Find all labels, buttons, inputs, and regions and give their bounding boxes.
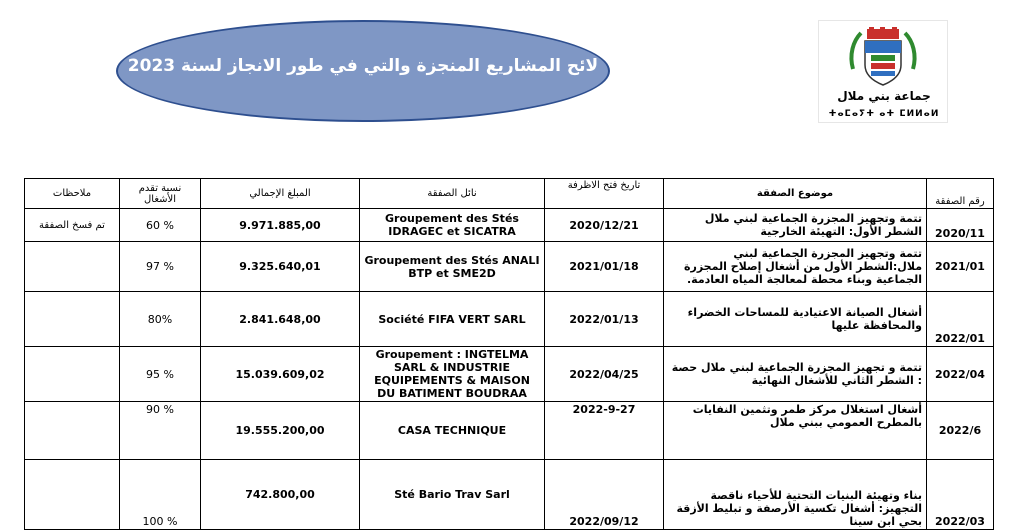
header-subject: موضوع الصفقة [664,179,927,209]
cell-amount: 9.971.885,00 [201,209,360,242]
header-number: رقم الصفقة [927,179,994,209]
header-observations: ملاحظات [25,179,120,209]
header-date: تاريخ فتح الاظرفة [545,179,664,209]
cell-amount: 9.325.640,01 [201,242,360,292]
projects-table [24,178,994,530]
cell-date: 2022/09/12 [545,460,664,530]
cell-observations [25,242,120,292]
cell-number: 2021/01 [927,242,994,292]
cell-observations [25,402,120,460]
cell-progress: 97 % [120,242,201,292]
table-row [25,209,994,242]
table-row [25,460,994,530]
cell-progress: 80% [120,292,201,347]
cell-winner: Société FIFA VERT SARL [360,292,545,347]
cell-observations: تم فسخ الصفقة [25,209,120,242]
cell-number: 2022/03 [927,460,994,530]
cell-date: 2021/01/18 [545,242,664,292]
cell-winner: Groupement : INGTELMA SARL & INDUSTRIE EQUIPEMENTS & MAISON DU BATIMENT BOUDRAA [360,347,545,402]
municipality-logo [818,20,948,123]
cell-amount: 15.039.609,02 [201,347,360,402]
table-row [25,347,994,402]
cell-amount: 2.841.648,00 [201,292,360,347]
cell-date: 2020/12/21 [545,209,664,242]
cell-winner: Sté Bario Trav Sarl [360,460,545,530]
header-winner: نائل الصفقة [360,179,545,209]
cell-observations [25,460,120,530]
cell-winner: CASA TECHNIQUE [360,402,545,460]
cell-subject: تتمة وتجهيز المجزرة الجماعية لبني ملال الشطر الأول: التهيئة الخارجية [664,209,927,242]
cell-date: 2022/01/13 [545,292,664,347]
cell-amount: 19.555.200,00 [201,402,360,460]
table-row [25,242,994,292]
header-progress: نسبة تقدم الأشغال [120,179,201,209]
page-title: لائح المشاريع المنجزة والتي في طور الانجاز لسنة 2023 [127,56,599,76]
cell-observations [25,347,120,402]
cell-subject: تتمة وتجهيز المجزرة الجماعية لبني ملال:الشطر الأول من أشغال إصلاح المجزرة الجماعية وبناء محطة لمعالجة المياه العادمة. [664,242,927,292]
logo-tifinagh-name: ⵜⴰⵎⴰⵢⵜ ⴰⵜ ⵎⵍⵍⴰⵍ [828,109,940,119]
cell-winner: Groupement des Stés IDRAGEC et SICATRA [360,209,545,242]
cell-progress: 60 % [120,209,201,242]
cell-subject: بناء وتهيئة البنيات التحتية للأحياء ناقصة التجهيز: أشغال تكسية الأرصفة و تبليط الأزقة بحي ابن سينا [664,460,927,530]
header-amount: المبلغ الإجمالي [201,179,360,209]
cell-subject: أشغال الصيانة الاعتيادية للمساحات الخضراء والمحافظة عليها [664,292,927,347]
cell-subject: تتمة و تجهيز المجزرة الجماعية لبني ملال حصة : الشطر الثاني للأشغال النهائية [664,347,927,402]
cell-progress: 95 % [120,347,201,402]
table-row [25,292,994,347]
cell-date: 2022-9-27 [545,402,664,460]
cell-observations [25,292,120,347]
logo-arabic-name: جماعة بني ملال [837,89,931,103]
cell-number: 2022/6 [927,402,994,460]
cell-number: 2020/11 [927,209,994,242]
cell-subject: أشغال استغلال مركز طمر وتثمين النفايات بالمطرح العمومي ببني ملال [664,402,927,460]
cell-number: 2022/04 [927,347,994,402]
cell-progress: 90 % [120,402,201,460]
cell-amount: 742.800,00 [201,460,360,530]
table-row [25,402,994,460]
cell-number: 2022/01 [927,292,994,347]
cell-progress: 100 % [120,460,201,530]
cell-winner: Groupement des Stés ANALI BTP et SME2D [360,242,545,292]
table-header-row [25,179,994,209]
cell-date: 2022/04/25 [545,347,664,402]
coat-of-arms-icon [847,25,919,91]
